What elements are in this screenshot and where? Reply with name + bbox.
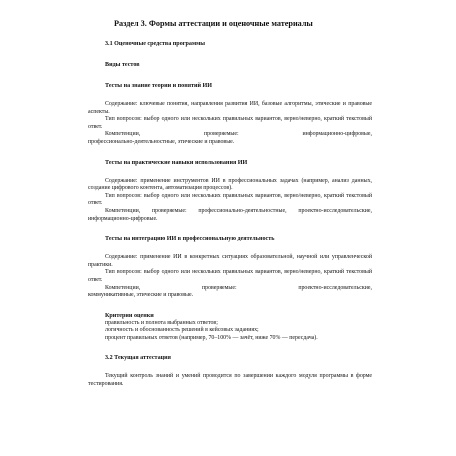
practical-tests-heading: Тесты на практические навыки использования ИИ — [105, 159, 248, 166]
criteria-item: процент правильных ответов (например, 70–100% — зачёт, ниже 70% — пересдача). — [105, 334, 318, 341]
integration-tests-competencies-tail: коммуникативные, этические и правовые. — [88, 292, 194, 299]
competencies-checked: проверяемые: — [204, 131, 239, 138]
integration-tests-question-types: Тип вопросов: выбор одного или нескольких правильных вариантов, верно/неверно, краткий текстовый ответ. — [88, 269, 372, 283]
criteria-item: логичность и обоснованность решений в кейсовых заданиях; — [105, 327, 259, 334]
integration-tests-competencies — [88, 285, 372, 293]
competencies-value: информационно-цифровые, — [302, 131, 372, 138]
document-page — [88, 18, 372, 389]
subsection-heading-3-1: 3.1 Оценочные средства программы — [105, 41, 205, 47]
subsection-heading-3-2: 3.2 Текущая аттестация — [105, 355, 171, 362]
theory-tests-competencies-tail: профессионально-деятельностные, этические и правовые. — [88, 138, 235, 145]
criteria-heading: Критерии оценки — [105, 312, 154, 319]
theory-tests-content: Содержание: ключевые понятия, направления развития ИИ, базовые алгоритмы, этические и правовые аспекты. — [88, 101, 372, 115]
theory-tests-competencies — [88, 131, 372, 139]
test-types-heading: Виды тестов — [105, 62, 140, 68]
criteria-item: правильность и полнота выбранных ответов; — [105, 319, 218, 326]
theory-tests-heading: Тесты на знание теории и понятий ИИ — [105, 83, 213, 89]
practical-tests-question-types: Тип вопросов: выбор одного или нескольких правильных вариантов, верно/неверно, краткий текстовый ответ. — [88, 192, 372, 207]
theory-tests-question-types: Тип вопросов: выбор одного или нескольких правильных вариантов, верно/неверно, краткий текстовый ответ. — [88, 116, 372, 130]
competencies-label: Компетенции, — [105, 131, 141, 138]
current-assessment-text: Текущий контроль знаний и умений проводится по завершении каждого модуля программы в форме тестирования. — [88, 373, 372, 388]
competencies-value: проектно-исследовательские, — [298, 284, 372, 291]
integration-tests-content: Содержание: применение ИИ в конкретных ситуациях образовательной, научной или управленческой практики. — [88, 254, 372, 268]
competencies-label: Компетенции, — [105, 284, 141, 291]
practical-tests-content: Содержание: применение инструментов ИИ в профессиональных задачах (например, анализ данных, создание цифрового контента, автоматизация процессов). — [88, 177, 372, 192]
competencies-checked: проверяемые: — [201, 284, 237, 291]
practical-tests-competencies: Компетенции, проверяемые: профессионально-деятельностные, проектно-исследовательские, информационно-цифровые. — [88, 207, 372, 222]
integration-tests-heading: Тесты на интеграцию ИИ в профессиональную деятельность — [105, 236, 275, 243]
section-title: Раздел 3. Формы аттестации и оценочные материалы — [114, 19, 313, 28]
